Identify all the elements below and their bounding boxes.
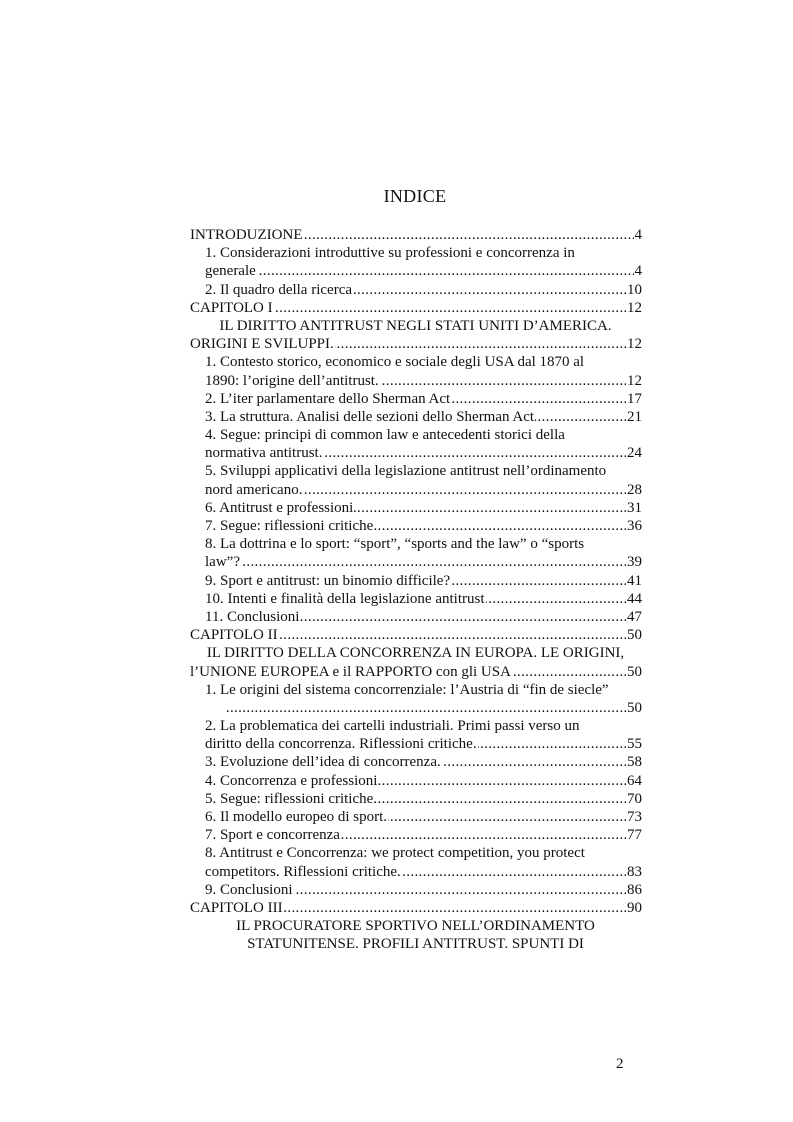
toc-entry[interactable]: . . . 11. Conclusioni 47 xyxy=(190,608,642,626)
toc-entry[interactable]: 8. La dottrina e lo sport: “sport”, “sports and the law” o “sports xyxy=(205,536,585,553)
toc-entry[interactable]: . . . 1890: l’origine dell’antitrust. 12 xyxy=(190,372,642,390)
toc-entry[interactable]: . . . 7. Sport e concorrenza 77 xyxy=(190,826,642,844)
toc-entry[interactable]: . . . nord americano. 28 xyxy=(190,481,642,499)
toc-entry[interactable]: . . . law”? 39 xyxy=(190,553,642,571)
toc-entry[interactable]: . . . 2. Il quadro della ricerca 10 xyxy=(190,281,642,299)
toc-chapter-heading[interactable]: IL DIRITTO ANTITRUST NEGLI STATI UNITI D’AMERICA. xyxy=(219,317,612,334)
toc-entry[interactable]: . . . 9. Conclusioni 86 xyxy=(190,881,642,899)
toc-entry[interactable]: 8. Antitrust e Concorrenza: we protect competition, you protect xyxy=(205,845,585,862)
toc-entry[interactable]: 1. Considerazioni introduttive su professioni e concorrenza in xyxy=(205,245,575,262)
toc-entry-introduzione[interactable]: . . . INTRODUZIONE 4 xyxy=(190,226,642,244)
toc-entry-capitolo-2[interactable]: . . . CAPITOLO II 50 xyxy=(190,626,642,644)
toc-entry[interactable]: . . . 5. Segue: riflessioni critiche. 70 xyxy=(190,790,642,808)
toc-entry[interactable]: . . . generale 4 xyxy=(190,262,642,280)
toc-entry[interactable]: . . . diritto della concorrenza. Riflessioni critiche. 55 xyxy=(190,735,642,753)
page-title: INDICE xyxy=(383,186,447,206)
table-of-contents xyxy=(190,226,642,954)
toc-entry[interactable]: . . . 3. La struttura. Analisi delle sezioni dello Sherman Act 21 xyxy=(190,408,642,426)
toc-chapter-heading[interactable]: IL PROCURATORE SPORTIVO NELL’ORDINAMENTO xyxy=(236,918,595,935)
toc-entry[interactable]: . . . 6. Il modello europeo di sport. 73 xyxy=(190,808,642,826)
toc-chapter-heading[interactable]: IL DIRITTO DELLA CONCORRENZA IN EUROPA. LE ORIGINI, xyxy=(206,645,625,662)
toc-entry[interactable]: . . . 3. Evoluzione dell’idea di concorrenza. 58 xyxy=(190,753,642,771)
toc-chapter-heading[interactable]: . . . ORIGINI E SVILUPPI. 12 xyxy=(190,335,642,353)
toc-entry-capitolo-3[interactable]: . . . CAPITOLO III 90 xyxy=(190,899,642,917)
toc-entry[interactable]: 1. Le origini del sistema concorrenziale: l’Austria di “fin de siecle” xyxy=(205,681,609,698)
toc-entry[interactable]: . . . 2. L’iter parlamentare dello Sherman Act 17 xyxy=(190,390,642,408)
toc-entry[interactable]: . . . 4. Concorrenza e professioni. 64 xyxy=(190,772,642,790)
toc-entry[interactable]: . . . competitors. Riflessioni critiche. 83 xyxy=(190,863,642,881)
toc-entry[interactable]: . . . normativa antitrust. 24 xyxy=(190,444,642,462)
toc-entry[interactable]: 2. La problematica dei cartelli industriali. Primi passi verso un xyxy=(205,718,580,735)
toc-entry[interactable]: 1. Contesto storico, economico e sociale degli USA dal 1870 al xyxy=(205,354,585,371)
toc-chapter-heading[interactable]: . . . l’UNIONE EUROPEA e il RAPPORTO con gli USA 50 xyxy=(190,663,642,681)
toc-entry[interactable]: 5. Sviluppi applicativi della legislazione antitrust nell’ordinamento xyxy=(205,463,607,480)
toc-entry-capitolo-1[interactable]: . . . CAPITOLO I 12 xyxy=(190,299,642,317)
toc-entry[interactable]: . . . 50 xyxy=(190,699,642,717)
toc-entry[interactable]: 4. Segue: principi di common law e antecedenti storici della xyxy=(205,427,565,444)
toc-chapter-heading[interactable]: STATUNITENSE. PROFILI ANTITRUST. SPUNTI DI xyxy=(247,936,584,953)
toc-entry[interactable]: . . . 10. Intenti e finalità della legislazione antitrust 44 xyxy=(190,590,642,608)
toc-entry[interactable]: . . . 6. Antitrust e professioni 31 xyxy=(190,499,642,517)
toc-entry[interactable]: . . . 7. Segue: riflessioni critiche 36 xyxy=(190,517,642,535)
page-number: 2 xyxy=(616,1056,624,1072)
toc-entry[interactable]: . . . 9. Sport e antitrust: un binomio difficile? 41 xyxy=(190,572,642,590)
